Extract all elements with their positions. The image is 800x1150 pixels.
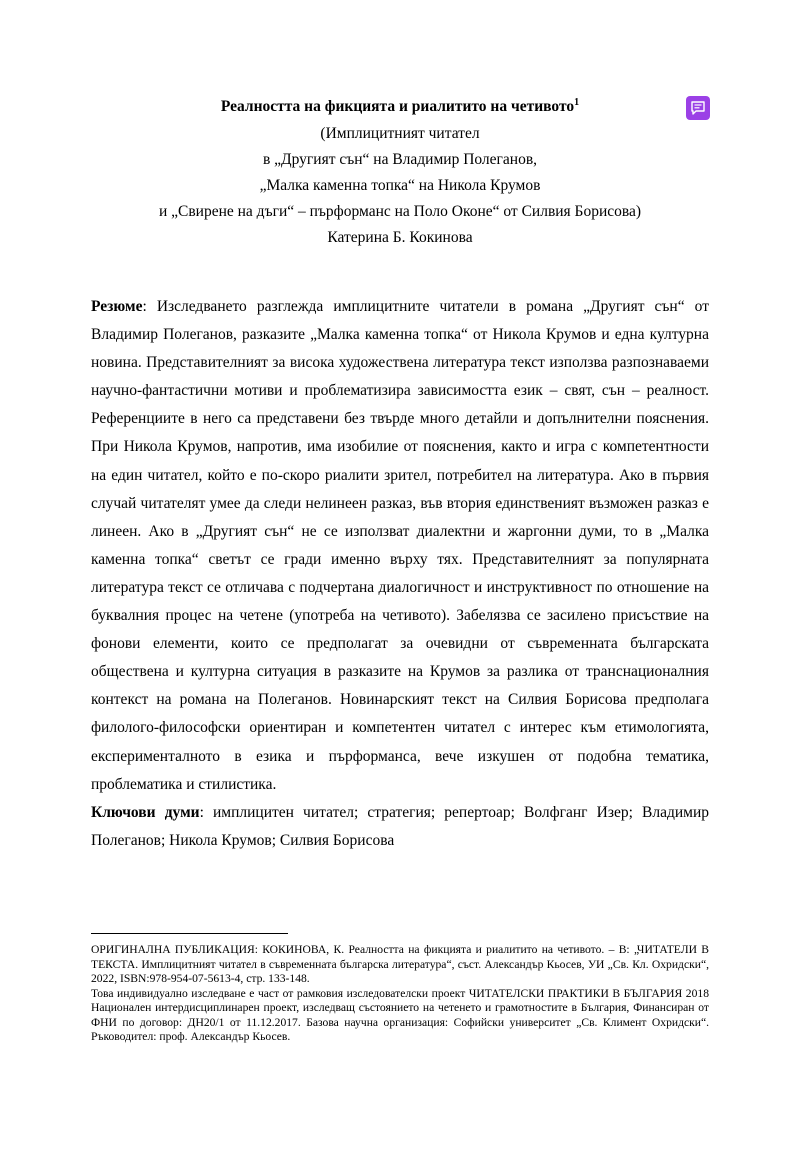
abstract-text: : Изследването разглежда имплицитните читатели в романа „Другият сън“ от Владимир Полеганов, разказите „Малка каменна топка“ от Никола Крумов и една културна новина. Представителният за висока художествена литература текст използва разпознаваеми научно-фантастични мотиви и проблематизира зависимостта език – свят, сън – реалност. Референциите в него са представени без твърде много детайли и допълнителни пояснения. При Никола Крумов, напротив, има изобилие от пояснения, както и игра с компетентности на един читател, който е по-скоро риалити зрител, потребител на литература. Ако в първия случай читателят умее да следи нелинеен разказ, във втория единственият възможен разказ е линеен. Ако в „Другият сън“ не се използват диалектни и жаргонни думи, то в „Малка каменна топка“ светът се гради именно върху тях. Представителният за популярната литература текст се отличава с подчертана диалогичност и инструктивност по отношение на буквалния процес на четене (употреба на четивото). Забелязва се засилено присъствие на фонови елементи, които се предполагат за очевидни от съвременната българската обществена и културна ситуация в разказите на Крумов за разлика от транснационалния контекст на романа на Полеганов. Новинарският текст на Силвия Борисова предполага филолого-философски ориентиран и компетентен читател с интерес към етимологията, експерименталното в езика и пърформанса, вече изкушен от подобна тематика, проблематика и стилистика. xyxy=(91,298,709,793)
abstract-paragraph xyxy=(91,293,709,799)
subtitle-line-1: (Имплицитният читател xyxy=(320,125,480,142)
footnote-project: Това индивидуално изследване е част от рамковия изследователски проект ЧИТАТЕЛСКИ ПРАКТИКИ В БЪЛГАРИЯ 2018 Национален интердисциплинарен проект, изследващ състоянието на четенето и грамотностите в България, Финансиран от ФНИ по договор: ДН20/1 от 11.12.2017. Базова научна организация: Софийски университет „Св. Климент Охридски“. Ръководител: проф. Александър Кьосев. xyxy=(91,986,709,1043)
keywords-text: : имплицитен читател; стратегия; репертоар; Волфганг Изер; Владимир Полеганов; Никола Крумов; Силвия Борисова xyxy=(91,803,709,849)
footnote-divider xyxy=(91,933,288,934)
subtitle-line-3: „Малка каменна топка“ на Никола Крумов xyxy=(259,177,541,194)
title-block xyxy=(90,96,710,251)
keywords-label: Ключови думи xyxy=(91,803,200,821)
author-name: Катерина Б. Кокинова xyxy=(327,229,473,246)
comment-icon[interactable] xyxy=(686,96,710,120)
keywords-paragraph xyxy=(91,799,709,855)
body-block xyxy=(91,293,709,855)
title-text: Реалността на фикцията и риалитито на четивото xyxy=(220,98,575,115)
subtitle-line-2: в „Другият сън“ на Владимир Полеганов, xyxy=(262,151,538,168)
footnote-marker[interactable]: 1 xyxy=(574,96,580,108)
abstract-label: Резюме xyxy=(91,298,143,315)
footnote-publication: ОРИГИНАЛНА ПУБЛИКАЦИЯ: КОКИНОВА, К. Реалността на фикцията и риалитито на четивото. – В: „ЧИТАТЕЛИ В ТЕКСТА. Имплицитният читател в съвременната българска литература“, съст. Александър Кьосев, УИ „Св. Кл. Охридски“, 2022, ISBN:978-954-07-5613-4, стр. 133-148. xyxy=(91,943,709,985)
page-title xyxy=(90,96,710,118)
footnote xyxy=(91,943,709,1045)
subtitle-line-4: и „Свирене на дъги“ – пърформанс на Поло Оконе“ от Силвия Борисова) xyxy=(158,203,642,220)
